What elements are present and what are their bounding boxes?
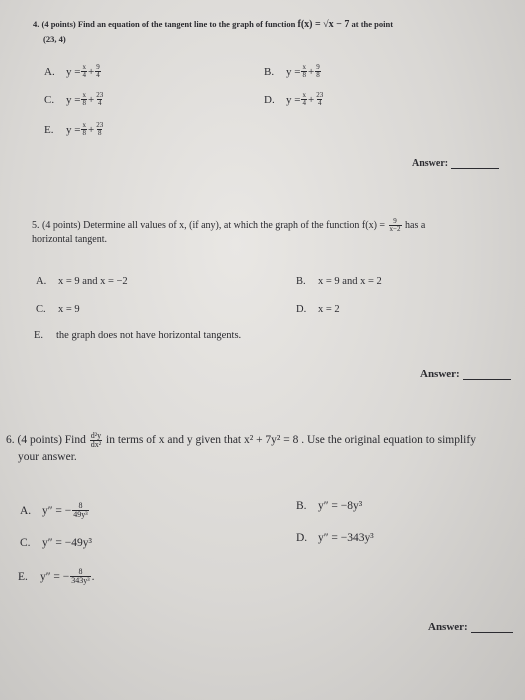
question-6-derivative-fraction: $\frac{\text{d²y}}{\text{dx²}}$ — [90, 431, 102, 449]
question-5-option-e[interactable] — [34, 330, 241, 341]
question-6-stem — [6, 432, 518, 466]
question-6-option-a[interactable] — [20, 502, 90, 519]
question-6-option-d[interactable] — [296, 532, 374, 544]
option-letter: B. — [296, 276, 306, 287]
question-5-option-d[interactable] — [296, 304, 340, 315]
option-text: y″ = −343y³ — [318, 532, 374, 544]
question-6-option-e[interactable] — [18, 568, 95, 585]
fraction: $\frac{x}{4}$ — [82, 63, 86, 79]
question-5-option-a[interactable] — [36, 276, 128, 287]
question-6-text-2: your answer. — [18, 451, 77, 463]
option-lhs: y = — [66, 65, 81, 78]
question-4-point: (23, 4) — [43, 33, 66, 44]
question-4-option-d[interactable] — [264, 92, 325, 107]
fraction: $\frac{9}{4}$ — [96, 63, 100, 79]
fraction: $\frac{8}{\text{343y³}}$ — [71, 567, 90, 585]
option-text: x = 9 and x = 2 — [318, 276, 382, 287]
option-letter: A. — [44, 65, 55, 78]
fraction: $\frac{9}{8}$ — [316, 63, 320, 79]
question-5-stem — [32, 218, 502, 248]
option-text: x = 9 — [58, 304, 80, 315]
option-letter: E. — [44, 123, 54, 136]
question-6-answer — [428, 621, 513, 633]
option-lhs: y″ = − — [40, 570, 70, 583]
question-6-text: in terms of x and y given that x² + 7y² = 8 . Use the original equation to simplify — [106, 434, 476, 447]
question-5-function-lhs: f(x) = — [361, 219, 386, 231]
option-text: y″ = −8y³ — [318, 500, 363, 512]
option-operator: + — [307, 65, 315, 78]
question-5-points: (4 points) — [42, 219, 81, 231]
option-letter: C. — [20, 537, 31, 549]
option-letter: D. — [296, 532, 308, 544]
question-6-find: Find — [64, 434, 86, 447]
question-4-points: (4 points) — [41, 19, 76, 29]
option-letter: B. — [264, 65, 275, 78]
option-lhs: y = — [286, 65, 301, 78]
option-lhs: y″ = − — [42, 504, 72, 517]
question-5-option-b[interactable] — [296, 276, 382, 287]
fraction: $\frac{x}{8}$ — [82, 121, 86, 137]
option-lhs: y = — [66, 93, 81, 106]
option-letter: C. — [44, 93, 55, 106]
option-letter: E. — [18, 570, 28, 583]
question-4-answer — [412, 158, 499, 169]
question-5-number: 5. — [32, 219, 40, 231]
option-letter: B. — [296, 500, 307, 512]
option-lhs: y = — [66, 123, 81, 136]
option-text: the graph does not have horizontal tangents. — [56, 330, 242, 341]
answer-label: Answer: — [420, 368, 460, 380]
question-6-points: (4 points) — [17, 434, 62, 447]
question-4-option-b[interactable] — [264, 64, 322, 79]
option-letter: D. — [264, 93, 275, 106]
answer-label: Answer: — [412, 158, 449, 169]
answer-blank[interactable] — [463, 369, 511, 380]
question-5-option-c[interactable] — [36, 304, 80, 315]
fraction: $\frac{x}{8}$ — [302, 63, 306, 79]
option-letter: C. — [36, 304, 46, 315]
question-5-answer — [420, 368, 511, 380]
fraction: $\frac{23}{8}$ — [96, 121, 104, 137]
question-5-text-2: has a — [405, 219, 426, 231]
question-4-option-a[interactable] — [44, 64, 102, 79]
option-operator: + — [307, 93, 315, 106]
option-letter: E. — [34, 330, 44, 341]
answer-label: Answer: — [428, 621, 468, 633]
question-4-text: Find an equation of the tangent line to the graph of function — [77, 19, 296, 29]
question-5-text: Determine all values of x, (if any), at which the graph of the function — [83, 219, 360, 231]
question-4-number: 4. — [33, 19, 40, 29]
option-text: x = 2 — [318, 304, 340, 315]
question-6-option-c[interactable] — [20, 537, 92, 549]
option-lhs: y = — [286, 93, 301, 106]
question-6-option-b[interactable] — [296, 500, 362, 512]
option-punctuation: . — [91, 570, 95, 583]
option-letter: A. — [36, 276, 47, 287]
fraction: $\frac{23}{4}$ — [316, 91, 324, 107]
option-operator: + — [87, 65, 95, 78]
fraction: $\frac{x}{4}$ — [302, 91, 306, 107]
question-6-number: 6. — [6, 434, 15, 447]
option-letter: D. — [296, 304, 307, 315]
question-5-function-fraction: $\frac{9}{x-2}$ — [389, 217, 401, 233]
option-operator: + — [87, 123, 95, 136]
question-4-function: f(x) = √x − 7 — [297, 19, 350, 30]
question-4-at: at the point — [351, 19, 394, 29]
option-operator: + — [87, 93, 95, 106]
answer-blank[interactable] — [451, 158, 499, 169]
option-text: x = 9 and x = −2 — [58, 276, 128, 287]
fraction: $\frac{23}{4}$ — [96, 91, 104, 107]
option-text: y″ = −49y³ — [42, 537, 92, 549]
fraction: $\frac{8}{\text{49y³}}$ — [73, 501, 88, 519]
question-4-option-e[interactable] — [44, 122, 105, 137]
question-4-option-c[interactable] — [44, 92, 105, 107]
answer-blank[interactable] — [471, 622, 513, 633]
question-5-text-3: horizontal tangent. — [32, 234, 107, 246]
fraction: $\frac{x}{8}$ — [82, 91, 86, 107]
question-4-stem — [33, 18, 493, 45]
option-letter: A. — [20, 504, 32, 517]
